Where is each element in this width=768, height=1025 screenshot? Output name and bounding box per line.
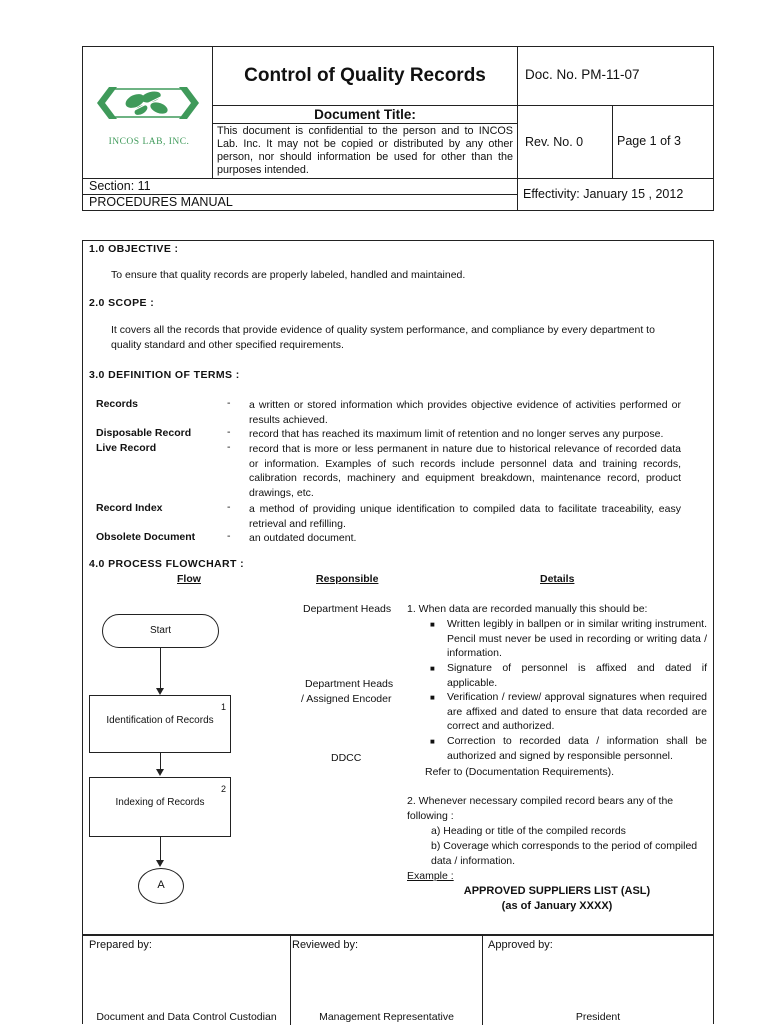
arrow-down-icon (156, 860, 164, 867)
logo-text: INCOS LAB, INC. (108, 137, 190, 147)
detail-item-2b: b) Coverage which corresponds to the period of compiled data / information. (431, 840, 698, 867)
effectivity-date: Effectivity: January 15 , 2012 (523, 187, 684, 201)
detail-refer: Refer to (Documentation Requirements). (425, 766, 615, 778)
bullet-icon: ■ (430, 620, 435, 629)
detail-item-2: 2. Whenever necessary compiled record bears any of the following : (407, 795, 674, 822)
def-record-index: a method of providing unique identification to compiled data to facilitate traceability, easy retrieval and refilling. (249, 503, 681, 530)
approved-by-label: Approved by: (488, 939, 553, 951)
scope-text: It covers all the records that provide evidence of quality system performance, and compliance by every department to quality standard and other specified requirements. (111, 324, 655, 351)
flow-connector (138, 868, 184, 904)
manual-name: PROCEDURES MANUAL (89, 195, 233, 209)
flow-start-terminator (102, 614, 219, 648)
document-main-title: Control of Quality Records (244, 65, 486, 86)
prepared-by-signatory: Document and Data Control Custodian (96, 1011, 277, 1023)
responsible-2a: Department Heads (305, 678, 394, 690)
reviewed-by-label: Reviewed by: (292, 939, 359, 951)
objective-heading: 1.0 OBJECTIVE : (89, 243, 179, 255)
objective-text: To ensure that quality records are properly labeled, handled and maintained. (111, 269, 466, 281)
detail-bullet: Written legibly in ballpen or in similar writing instrument. Pencil must never be used in recording or writing data / information. (447, 618, 707, 659)
document-header (82, 46, 714, 211)
term-dash: - (227, 501, 231, 513)
term-dash: - (227, 441, 231, 453)
signature-block (82, 935, 714, 1024)
arrow-down-icon (156, 769, 164, 776)
page-number: Page 1 of 3 (617, 134, 681, 148)
arrow-down-icon (156, 688, 164, 695)
detail-item-2a: a) Heading or title of the compiled records (431, 825, 626, 837)
approved-by-signatory: President (575, 1011, 621, 1023)
def-obsolete-document: an outdated document. (249, 532, 357, 544)
term-live-record: Live Record (96, 442, 157, 454)
flow-step-number: 1 (220, 702, 226, 712)
definitions-heading: 3.0 DEFINITION OF TERMS : (89, 369, 240, 381)
col-flow-header: Flow (177, 573, 201, 585)
col-details-header: Details (540, 573, 575, 585)
term-dash: - (227, 426, 231, 438)
flow-step-label: Indexing of Records (115, 797, 205, 808)
reviewed-by-signatory: Management Representative (319, 1011, 454, 1023)
example-label: Example : (407, 870, 454, 882)
term-dash: - (227, 530, 231, 542)
process-heading: 4.0 PROCESS FLOWCHART : (89, 558, 245, 570)
flow-step-indexing (89, 777, 231, 837)
term-disposable-record: Disposable Record (96, 427, 192, 439)
responsible-1: Department Heads (303, 603, 392, 615)
bullet-icon: ■ (430, 693, 435, 702)
revision-number: Rev. No. 0 (525, 135, 584, 149)
term-dash: - (227, 397, 231, 409)
asl-subtitle: (as of January XXXX) (501, 900, 613, 912)
scope-heading: 2.0 SCOPE : (89, 297, 155, 309)
detail-bullet: Verification / review/ approval signatures when required are affixed and dated to ensure that data recorded are correct and authorized. (447, 691, 707, 732)
responsible-3: DDCC (331, 752, 362, 764)
prepared-by-label: Prepared by: (89, 939, 152, 951)
flow-start-label: Start (149, 625, 172, 636)
def-records: a written or stored information which provides objective evidence of activities performed or results achieved. (249, 399, 681, 426)
detail-item-1: 1. When data are recorded manually this should be: (407, 603, 648, 615)
def-live-record: record that is more or less permanent in nature due to historical relevance of recorded data or information. Examples of such records include personnel data and training records, calibration records, machinery and equipment breakdown, maintenance record, product drawings, etc. (249, 443, 681, 499)
confidentiality-notice: This document is confidential to the person and to INCOS Lab. Inc. It may not be copied or distributed by any other person, nor should information be used for other than the purposes intended. (217, 125, 513, 176)
bullet-icon: ■ (430, 664, 435, 673)
term-record-index: Record Index (96, 502, 163, 514)
document-title-label: Document Title: (314, 107, 416, 122)
flow-connector-label: A (157, 879, 165, 891)
col-responsible-header: Responsible (316, 573, 379, 585)
document-body (82, 240, 714, 935)
responsible-2b: / Assigned Encoder (301, 693, 392, 705)
term-obsolete-document: Obsolete Document (96, 531, 196, 543)
doc-number: Doc. No. PM-11-07 (525, 67, 640, 82)
section-number: Section: 11 (89, 179, 151, 193)
flow-step-number: 2 (220, 784, 226, 794)
flow-arrow (160, 648, 161, 691)
detail-bullet: Signature of personnel is affixed and dated if applicable. (447, 662, 707, 689)
def-disposable-record: record that has reached its maximum limit of retention and no longer serves any purpose. (249, 428, 664, 440)
detail-bullet: Correction to recorded data / information shall be authorized and signed by responsible personnel. (447, 735, 707, 762)
term-records: Records (96, 398, 139, 410)
flow-step-label: Identification of Records (106, 715, 214, 726)
asl-title: APPROVED SUPPLIERS LIST (ASL) (463, 885, 651, 897)
bullet-icon: ■ (430, 737, 435, 746)
flow-step-identification (89, 695, 231, 753)
